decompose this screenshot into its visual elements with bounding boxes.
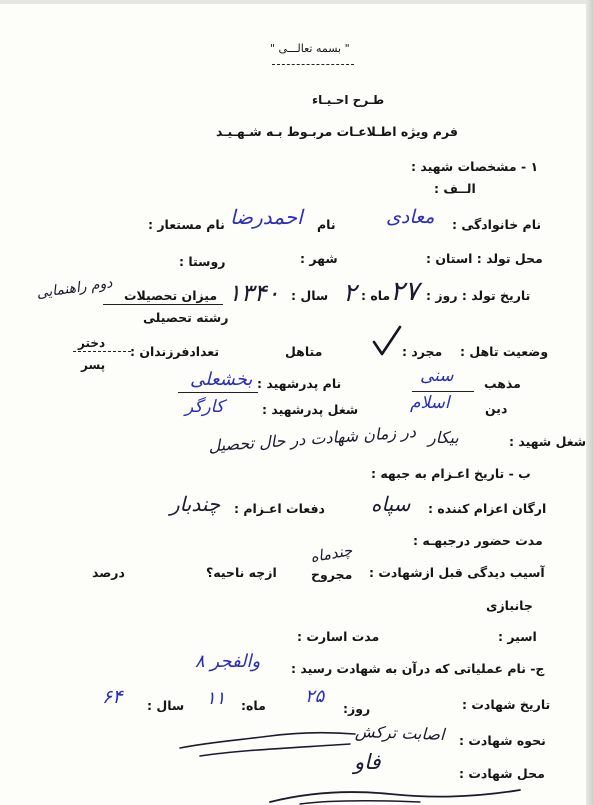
martyr-job-value: بیکار	[428, 428, 459, 447]
front-duration-label: مدت حضور درجبهـه :	[413, 533, 543, 548]
place-value: فاو	[354, 750, 381, 774]
front-duration-value: چندماه	[308, 541, 354, 567]
sect-value: سنی	[420, 366, 454, 386]
martyr-job-label: شغل شهید :	[509, 434, 587, 449]
family-name-label: نام خانوادگی :	[452, 217, 542, 232]
dispatch-org-label: ارگان اعزام کننده :	[428, 501, 547, 516]
mdate-year-value: ۶۴	[102, 686, 123, 708]
manner-value: اصابت ترکش	[354, 721, 445, 744]
daughter-label: دختر	[78, 336, 106, 350]
mdate-month-value: ۱۱	[206, 688, 226, 709]
father-name-label: نام پدرشهید :	[257, 376, 342, 391]
bismillah-underline	[272, 64, 354, 65]
birthdate-label: تاریخ تولد : روز :	[426, 288, 531, 303]
scan-top-edge	[0, 0, 593, 4]
field-of-study-label: رشته تحصیلی	[143, 310, 229, 325]
section1-sub-a: الــف :	[434, 181, 476, 196]
birthplace-label: محل تولد : استان :	[426, 251, 543, 266]
mdate-day-value: ۲۵	[305, 686, 325, 707]
percent-label: درصد	[92, 565, 125, 580]
martyrdom-date-label: تاریخ شهادت :	[462, 697, 551, 712]
dispatch-date-label: ب - تاریخ اعـزام به جبهه :	[371, 466, 531, 481]
place-label: محل شهادت :	[459, 766, 545, 781]
plan-title: طـرح احـیـاء	[312, 93, 385, 107]
sect-label: مذهب	[484, 376, 521, 391]
sect-underline	[412, 391, 474, 392]
dispatch-org-value: سپاه	[371, 492, 411, 516]
cutoff-handwriting-scribble	[270, 782, 530, 805]
injury-label: آسیب دیدگی قبل ازشهادت :	[369, 565, 545, 580]
birth-month-label: ماه :	[361, 288, 391, 303]
single-checkmark-icon	[372, 325, 402, 357]
family-name-value: معادی	[386, 206, 435, 228]
marital-status-label: وضعیت تاهل :	[460, 344, 549, 359]
dispatch-count-label: دفعات اعـزام :	[234, 501, 325, 516]
manner-handwriting-scribble	[180, 720, 440, 760]
operation-label: ج- نام عملیاتی که درآن به شهادت رسید :	[291, 661, 545, 676]
dispatch-count-value: چندبار	[170, 492, 221, 516]
mdate-year-label: سال :	[147, 698, 185, 713]
first-name-label: نام	[317, 217, 336, 232]
religion-value: اسلام	[410, 393, 450, 413]
single-label: مجرد :	[402, 344, 443, 359]
scan-right-edge	[586, 0, 593, 805]
education-label: میزان تحصیلات	[124, 288, 218, 303]
martyr-job-note: در زمان شهادت در حال تحصیل	[207, 422, 417, 456]
son-label: پسر	[81, 358, 106, 372]
wounded-label: مجروح	[311, 567, 353, 582]
birth-year-label: سال :	[291, 288, 329, 303]
captive-label: اسیر :	[498, 629, 537, 644]
education-underline	[103, 304, 223, 305]
manner-label: نحوه شهادت :	[459, 733, 546, 748]
religion-label: دین	[485, 401, 508, 416]
father-job-value: کارگر	[185, 397, 224, 417]
village-label: روستا :	[179, 254, 226, 269]
operation-value: والفجر ۸	[195, 651, 261, 672]
birth-month-value: ۲	[343, 278, 357, 307]
education-value: دوم راهنمایی	[35, 275, 114, 302]
mdate-day-label: روز:	[343, 701, 371, 716]
birth-year-value: ۱۳۴۰	[228, 279, 280, 307]
city-label: شهر :	[300, 251, 338, 266]
alias-label: نام مستعار :	[148, 217, 225, 232]
father-name-underline	[178, 392, 258, 393]
captivity-duration-label: مدت اسارت :	[297, 629, 380, 644]
father-job-label: شغل پدرشهید :	[262, 402, 359, 417]
form-title: فرم ویژه اطـلاعـات مربـوط بـه شـهـیـد	[216, 124, 458, 139]
section1-heading: ۱ - مشخصات شهید :	[411, 159, 539, 174]
children-count-label: تعدادفرزندان :	[130, 344, 220, 359]
first-name-value: احمدرضا	[230, 205, 303, 229]
which-part-label: ازچه ناحیه؟	[206, 565, 277, 580]
married-label: متاهل	[285, 344, 323, 359]
children-count-line	[73, 351, 131, 352]
birth-day-value: ۲۷	[390, 276, 420, 307]
mdate-month-label: ماه:	[241, 698, 266, 713]
veteran-label: جانبازی	[486, 598, 533, 613]
bismillah: " بسمه تعالـــی "	[270, 42, 350, 55]
father-name-value: بخشعلی	[190, 369, 253, 390]
